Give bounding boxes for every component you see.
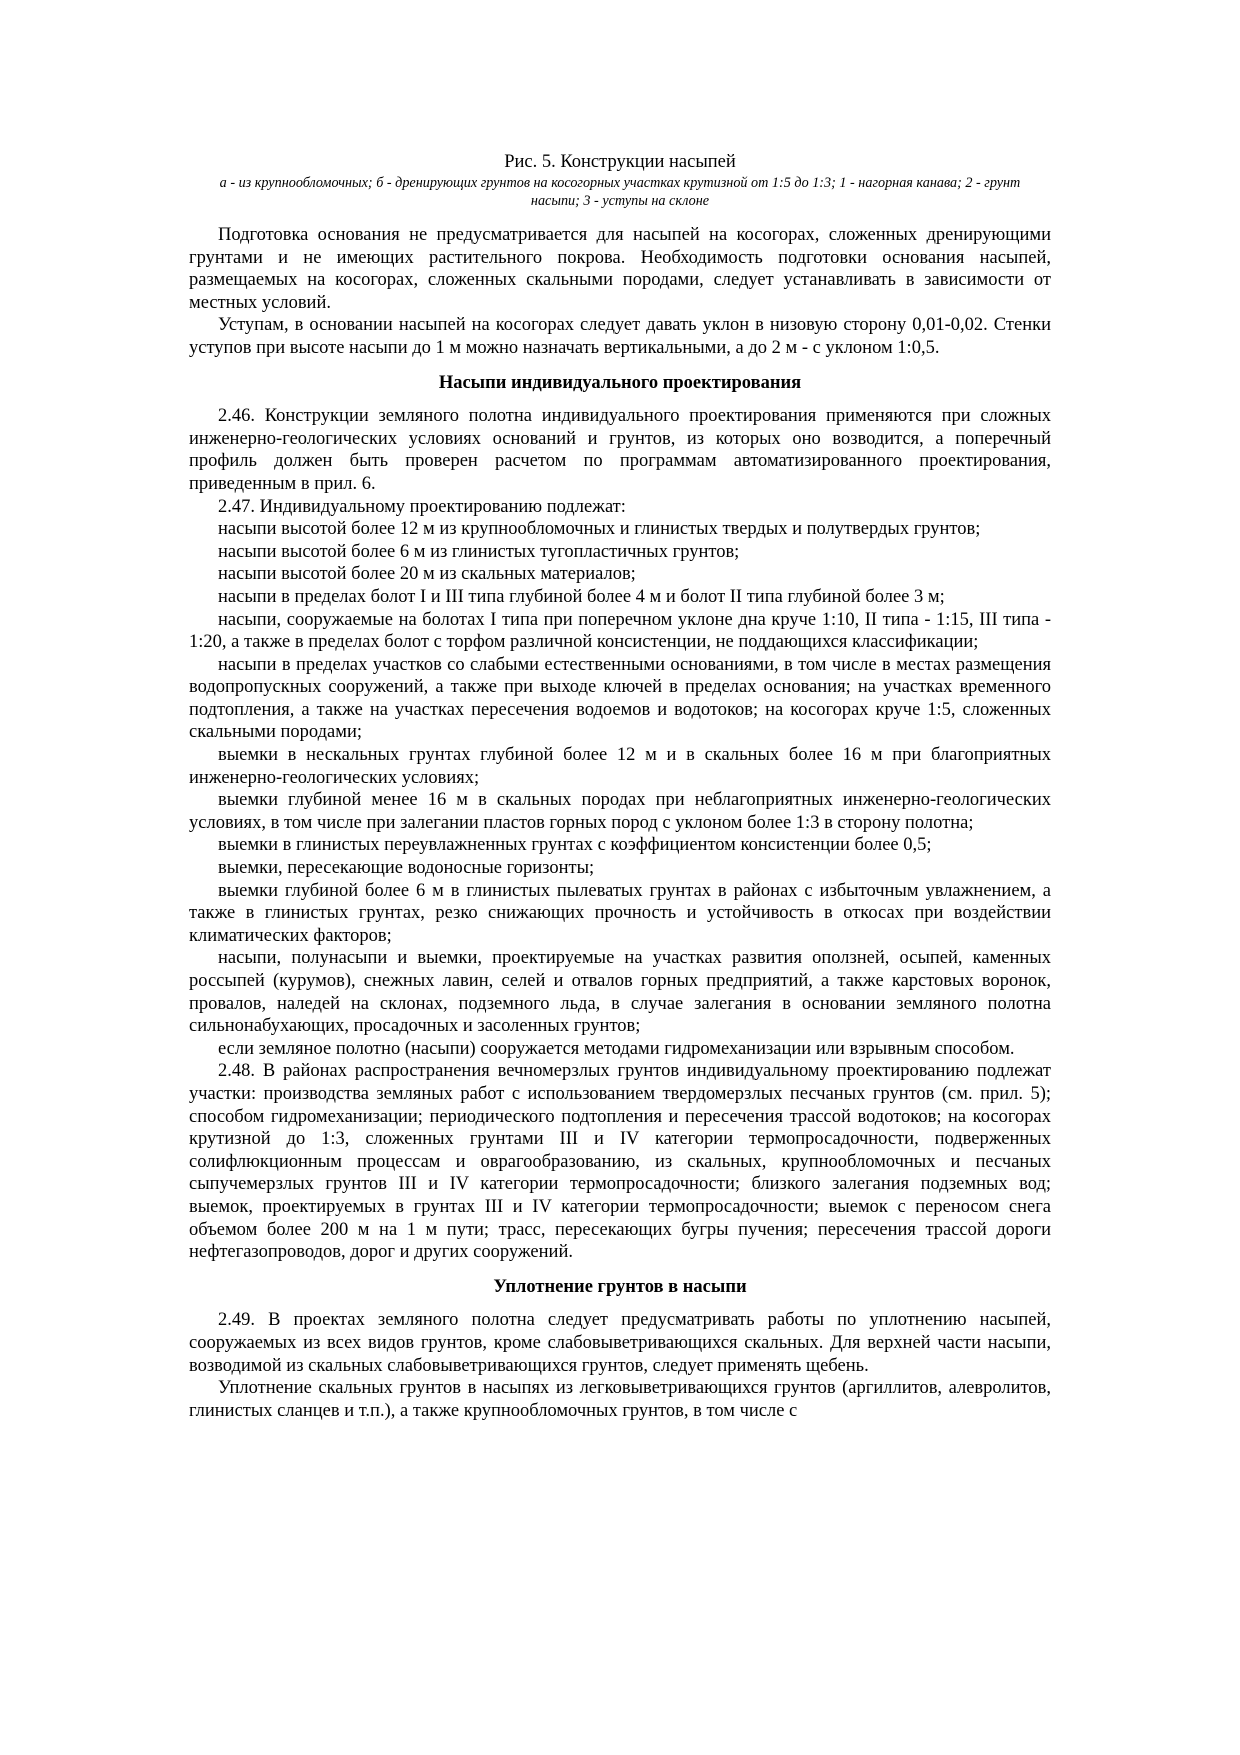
paragraph: 2.46. Конструкции земляного полотна индивидуального проектирования применяются при сложных инженерно-геологических условиях оснований и грунтов, из которых оно возводится, а поперечный профиль должен быть проверен расчетом по программам автоматизированного проектирования, приведенным в прил. 6. [189, 406, 1051, 494]
paragraph: 2.49. В проектах земляного полотна следует предусматривать работы по уплотнению насыпей, сооружаемых из всех видов грунтов, кроме слабовыветривающихся скальных. Для верхней части насыпи, возводимой из скальных слабовыветривающихся грунтов, следует применять щебень. [189, 1310, 1051, 1376]
list-item: насыпи высотой более 6 м из глинистых тугопластичных грунтов; [218, 541, 740, 562]
list-item: выемки глубиной более 6 м в глинистых пылеватых грунтах в районах с избыточным увлажнением, а также в глинистых грунтах, резко снижающих прочность и устойчивость в откосах при воздействии климатических факторов; [189, 880, 1051, 946]
list-item: насыпи, сооружаемые на болотах I типа при поперечном уклоне дна круче 1:10, II типа - 1:15, III типа - 1:20, а также в пределах болот с торфом различной консистенции, не поддающихся классификации; [189, 609, 1051, 653]
list-item: насыпи, полунасыпи и выемки, проектируемые на участках развития оползней, осыпей, каменных россыпей (курумов), снежных лавин, селей и отвалов горных предприятий, а также карстовых воронок, провалов, наледей на склонах, подземного льда, в случае залегания в основании земляного полотна сильнонабухающих, просадочных и засоленных грунтов; [189, 948, 1051, 1037]
section-heading: Уплотнение грунтов в насыпи [493, 1276, 747, 1297]
list-item: выемки, пересекающие водоносные горизонты; [218, 858, 595, 879]
paragraph: 2.47. Индивидуальному проектированию подлежат: [218, 496, 626, 517]
section-heading: Насыпи индивидуального проектирования [438, 372, 802, 393]
figure-caption: а - из крупнообломочных; б - дренирующих грунтов на косогорных участках крутизной от 1:5 до 1:3; 1 - нагорная канава; 2 - грунт насыпи; 3 - уступы на склоне [219, 175, 1021, 209]
list-item: если земляное полотно (насыпи) сооружается методами гидромеханизации или взрывным способом. [218, 1038, 1015, 1059]
paragraph: Уступам, в основании насыпей на косогорах следует давать уклон в низовую сторону 0,01-0,02. Стенки уступов при высоте насыпи до 1 м можно назначать вертикальными, а до 2 м - с уклоном 1:0,5. [189, 315, 1051, 358]
list-item: насыпи высотой более 12 м из крупнообломочных и глинистых твердых и полутвердых грунтов; [218, 519, 981, 540]
list-item: насыпи в пределах участков со слабыми естественными основаниями, в том числе в местах размещения водопропускных сооружений, а также при выходе ключей в пределах основания; на участках временного подтопления, а также на участках пересечения водоемов и водотоков; на косогорах круче 1:5, сложенных скальными породами; [189, 654, 1051, 743]
paragraph: Уплотнение скальных грунтов в насыпях из легковыветривающихся грунтов (аргиллитов, алевролитов, глинистых сланцев и т.п.), а также крупнообломочных грунтов, в том числе с [189, 1378, 1051, 1421]
figure-title: Рис. 5. Конструкции насыпей [504, 152, 736, 172]
paragraph: 2.48. В районах распространения вечномерзлых грунтов индивидуальному проектированию подлежат участки: производства земляных работ с использованием твердомерзлых песчаных грунтов (см. прил. 5); способом гидромеханизации; периодического подтопления и пересечения трассой водотоков; на косогорах крутизной до 1:3, сложенных грунтами III и IV категории термопросадочности, подверженных солифлюкционным процессам и оврагообразованию, из скальных, крупнообломочных и песчаных сыпучемерзлых грунтов III и IV категории термопросадочности; близкого залегания подземных вод; выемок, проектируемых в грунтах III и IV категории термопросадочности; выемок с переносом снега объемом более 200 м на 1 м пути; трасс, пересекающих бугры пучения; пересечения трассой дороги нефтегазопроводов, дорог и других сооружений. [189, 1061, 1051, 1263]
list-item: насыпи высотой более 20 м из скальных материалов; [218, 564, 636, 585]
list-item: выемки глубиной менее 16 м в скальных породах при неблагоприятных инженерно-геологических условиях, в том числе при залегании пластов горных пород с уклоном более 1:3 в сторону полотна; [189, 790, 1051, 833]
paragraph: Подготовка основания не предусматривается для насыпей на косогорах, сложенных дренирующими грунтами и не имеющих растительного покрова. Необходимость подготовки основания насыпей, размещаемых на косогорах, сложенных скальными породами, следует устанавливать в зависимости от местных условий. [189, 225, 1051, 313]
list-item: выемки в глинистых переувлажненных грунтах с коэффициентом консистенции более 0,5; [218, 835, 932, 856]
list-item: выемки в нескальных грунтах глубиной более 12 м и в скальных более 16 м при благоприятных инженерно-геологических условиях; [189, 745, 1051, 788]
list-item: насыпи в пределах болот I и III типа глубиной более 4 м и болот II типа глубиной более 3 м; [218, 586, 945, 607]
page-content [189, 151, 1051, 1422]
